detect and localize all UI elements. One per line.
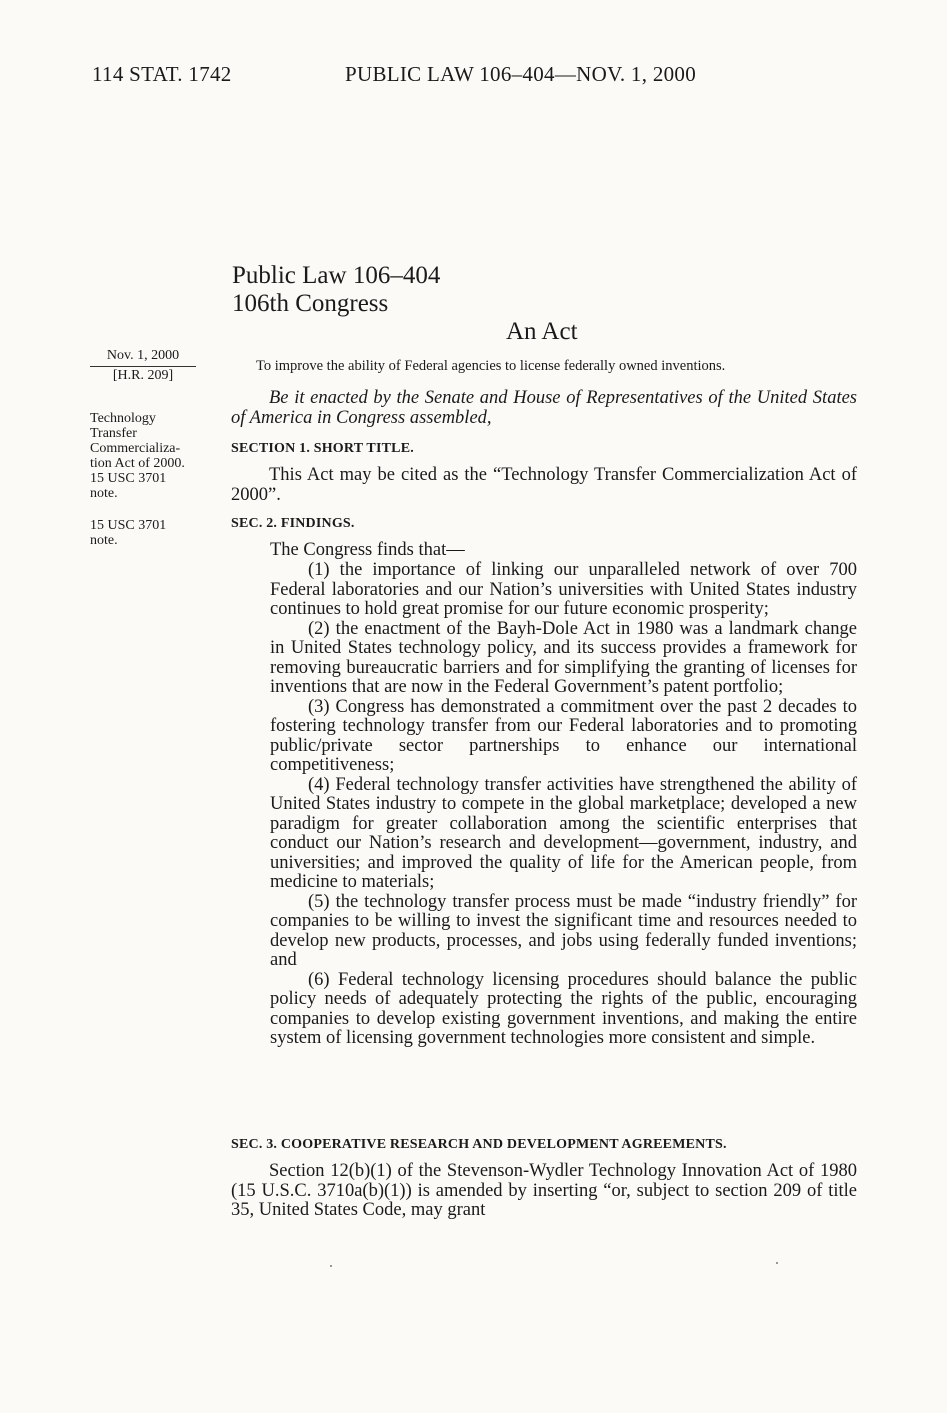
law-citation: PUBLIC LAW 106–404—NOV. 1, 2000 bbox=[345, 62, 697, 86]
findings-list bbox=[270, 561, 857, 1049]
public-law-number: Public Law 106–404 bbox=[232, 262, 441, 289]
running-head bbox=[92, 62, 697, 87]
congress-number: 106th Congress bbox=[232, 290, 389, 317]
finding-paragraph: (4) Federal technology transfer activities have strengthened the ability of United States industry to compete in the global marketplace; developed a new paradigm for greater collaboration among the scientific enterprises that conduct our Nation’s research and development—government, industry, and universities; and improved the quality of life for the American people, from medicine to materials; bbox=[270, 774, 857, 892]
enacting-clause: Be it enacted by the Senate and House of Representatives of the United States of America in Congress assembled, bbox=[231, 388, 857, 428]
an-act-heading: An Act bbox=[506, 318, 578, 345]
findings-margin-note: 15 USC 3701 note. bbox=[90, 518, 167, 548]
finding-paragraph: (5) the technology transfer process must be made “industry friendly” for companies to be willing to invest the significant time and resources needed to develop new products, processes, and jobs using federally funded inventions; and bbox=[270, 891, 857, 970]
purpose-line: To improve the ability of Federal agencies to license federally owned inventions. bbox=[256, 358, 726, 374]
short-title-margin-note: Technology Transfer Commercializa- tion Act of 2000. 15 USC 3701 note. bbox=[90, 411, 185, 501]
section-3-text: Section 12(b)(1) of the Stevenson-Wydler Technology Innovation Act of 1980 (15 U.S.C. 3710a(b)(1)) is amended by inserting “or, subject to section 209 of title 35, United States Code, may grant bbox=[231, 1161, 857, 1220]
scan-speck bbox=[330, 1265, 332, 1267]
section-2-heading: SEC. 2. FINDINGS. bbox=[231, 516, 355, 531]
enactment-date: Nov. 1, 2000 bbox=[106, 348, 180, 363]
finding-paragraph: (3) Congress has demonstrated a commitment over the past 2 decades to fostering technology transfer from our Federal laboratories and to promoting public/private sector partnerships to enhance our international competitiveness; bbox=[270, 696, 857, 775]
divider bbox=[90, 366, 196, 367]
findings-intro: The Congress finds that— bbox=[270, 540, 465, 560]
bill-number: [H.R. 209] bbox=[112, 368, 174, 383]
public-law-title bbox=[232, 262, 440, 318]
date-margin-note bbox=[90, 348, 196, 384]
scan-speck bbox=[776, 1262, 778, 1264]
section-1-heading: SECTION 1. SHORT TITLE. bbox=[231, 441, 414, 456]
section-1-text: This Act may be cited as the “Technology Transfer Commercialization Act of 2000”. bbox=[231, 465, 857, 505]
section-3-heading: SEC. 3. COOPERATIVE RESEARCH AND DEVELOPMENT AGREEMENTS. bbox=[231, 1137, 727, 1152]
finding-paragraph: (6) Federal technology licensing procedures should balance the public policy needs of adequately protecting the rights of the public, encouraging companies to develop existing government inventions, and making the entire system of licensing government technologies more consistent and simple. bbox=[270, 969, 857, 1048]
finding-paragraph: (1) the importance of linking our unparalleled network of over 700 Federal laboratories and our Nation’s universities with United States industry continues to hold great promise for our future economic prosperity; bbox=[270, 560, 857, 619]
stat-citation: 114 STAT. 1742 bbox=[92, 62, 232, 86]
finding-paragraph: (2) the enactment of the Bayh-Dole Act in 1980 was a landmark change in United States technology policy, and its success provides a framework for removing bureaucratic barriers and for simplifying the granting of licenses for inventions that are now in the Federal Government’s patent portfolio; bbox=[270, 618, 857, 697]
